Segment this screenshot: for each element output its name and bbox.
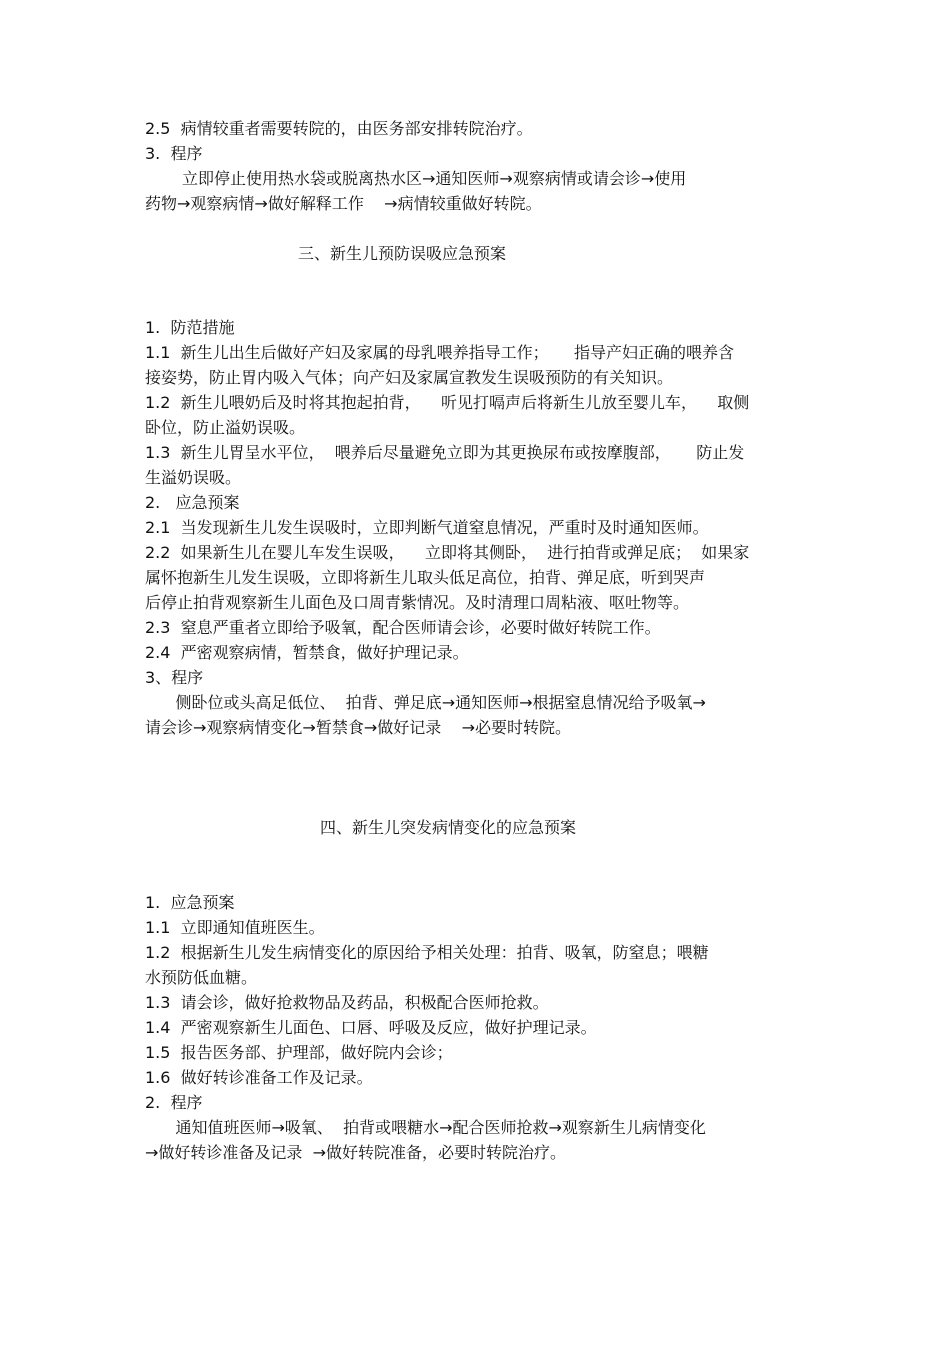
- text-line: 属怀抱新生儿发生误吸，立即将新生儿取头低足高位，拍背、弹足底，听到哭声: [145, 568, 706, 587]
- text-line: 侧卧位或头高足低位、 拍背、弹足底→通知医师→根据窒息情况给予吸氧→: [145, 693, 706, 712]
- text-line: 水预防低血糖。: [145, 968, 258, 987]
- text-line: 请会诊→观察病情变化→暂禁食→做好记录 →必要时转院。: [145, 718, 571, 737]
- text-line: 1.1 新生儿出生后做好产妇及家属的母乳喂养指导工作； 指导产妇正确的喂养含: [145, 343, 735, 362]
- text-line: 接姿势，防止胃内吸入气体；向产妇及家属宣教发生误吸预防的有关知识。: [145, 368, 674, 387]
- text-line: 后停止拍背观察新生儿面色及口周青紫情况。及时清理口周粘液、呕吐物等。: [145, 593, 690, 612]
- text-line: 1.4 严密观察新生儿面色、口唇、呼吸及反应，做好护理记录。: [145, 1018, 597, 1037]
- text-line: 3、程序: [145, 668, 204, 687]
- text-line: 1.2 新生儿喂奶后及时将其抱起拍背， 听见打嗝声后将新生儿放至婴儿车， 取侧: [145, 393, 750, 412]
- text-line: 2. 应急预案: [145, 493, 240, 512]
- text-line: 卧位，防止溢奶误吸。: [145, 418, 306, 437]
- text-line: 生溢奶误吸。: [145, 468, 242, 487]
- text-line: 1.6 做好转诊准备工作及记录。: [145, 1068, 373, 1087]
- text-line: 1.3 请会诊，做好抢救物品及药品，积极配合医师抢救。: [145, 993, 549, 1012]
- procedure-line: 药物→观察病情→做好解释工作 →病情较重做好转院。: [145, 194, 542, 213]
- text-line: 2.3 窒息严重者立即给予吸氧，配合医师请会诊，必要时做好转院工作。: [145, 618, 661, 637]
- text-line: 1.3 新生儿胃呈水平位， 喂养后尽量避免立即为其更换尿布或按摩腹部， 防止发: [145, 443, 745, 462]
- text-line: →做好转诊准备及记录 →做好转院准备，必要时转院治疗。: [145, 1143, 566, 1162]
- text-line: 1.1 立即通知值班医生。: [145, 918, 325, 937]
- text-line: 2.1 当发现新生儿发生误吸时，立即判断气道窒息情况，严重时及时通知医师。: [145, 518, 709, 537]
- text-line: 1.5 报告医务部、护理部，做好院内会诊；: [145, 1043, 453, 1062]
- text-line: 1.2 根据新生儿发生病情变化的原因给予相关处理：拍背、吸氧，防窒息；喂糖: [145, 943, 709, 962]
- text-line: 1. 应急预案: [145, 893, 235, 912]
- text-line: 通知值班医师→吸氧、 拍背或喂糖水→配合医师抢救→观察新生儿病情变化: [145, 1118, 706, 1137]
- text-line: 2.2 如果新生儿在婴儿车发生误吸， 立即将其侧卧， 进行拍背或弹足底； 如果家: [145, 543, 750, 562]
- section-title: 四、新生儿突发病情变化的应急预案: [320, 818, 577, 837]
- text-line: 1. 防范措施: [145, 318, 235, 337]
- text-line: 2. 程序: [145, 1093, 203, 1112]
- text-line: 2.4 严密观察病情，暂禁食，做好护理记录。: [145, 643, 469, 662]
- section-title: 三、新生儿预防误吸应急预案: [298, 244, 507, 263]
- program-heading: 3. 程序: [145, 144, 203, 163]
- item-2-5: 2.5 病情较重者需要转院的，由医务部安排转院治疗。: [145, 119, 533, 138]
- procedure-line: 立即停止使用热水袋或脱离热水区→通知医师→观察病情或请会诊→使用: [182, 169, 687, 188]
